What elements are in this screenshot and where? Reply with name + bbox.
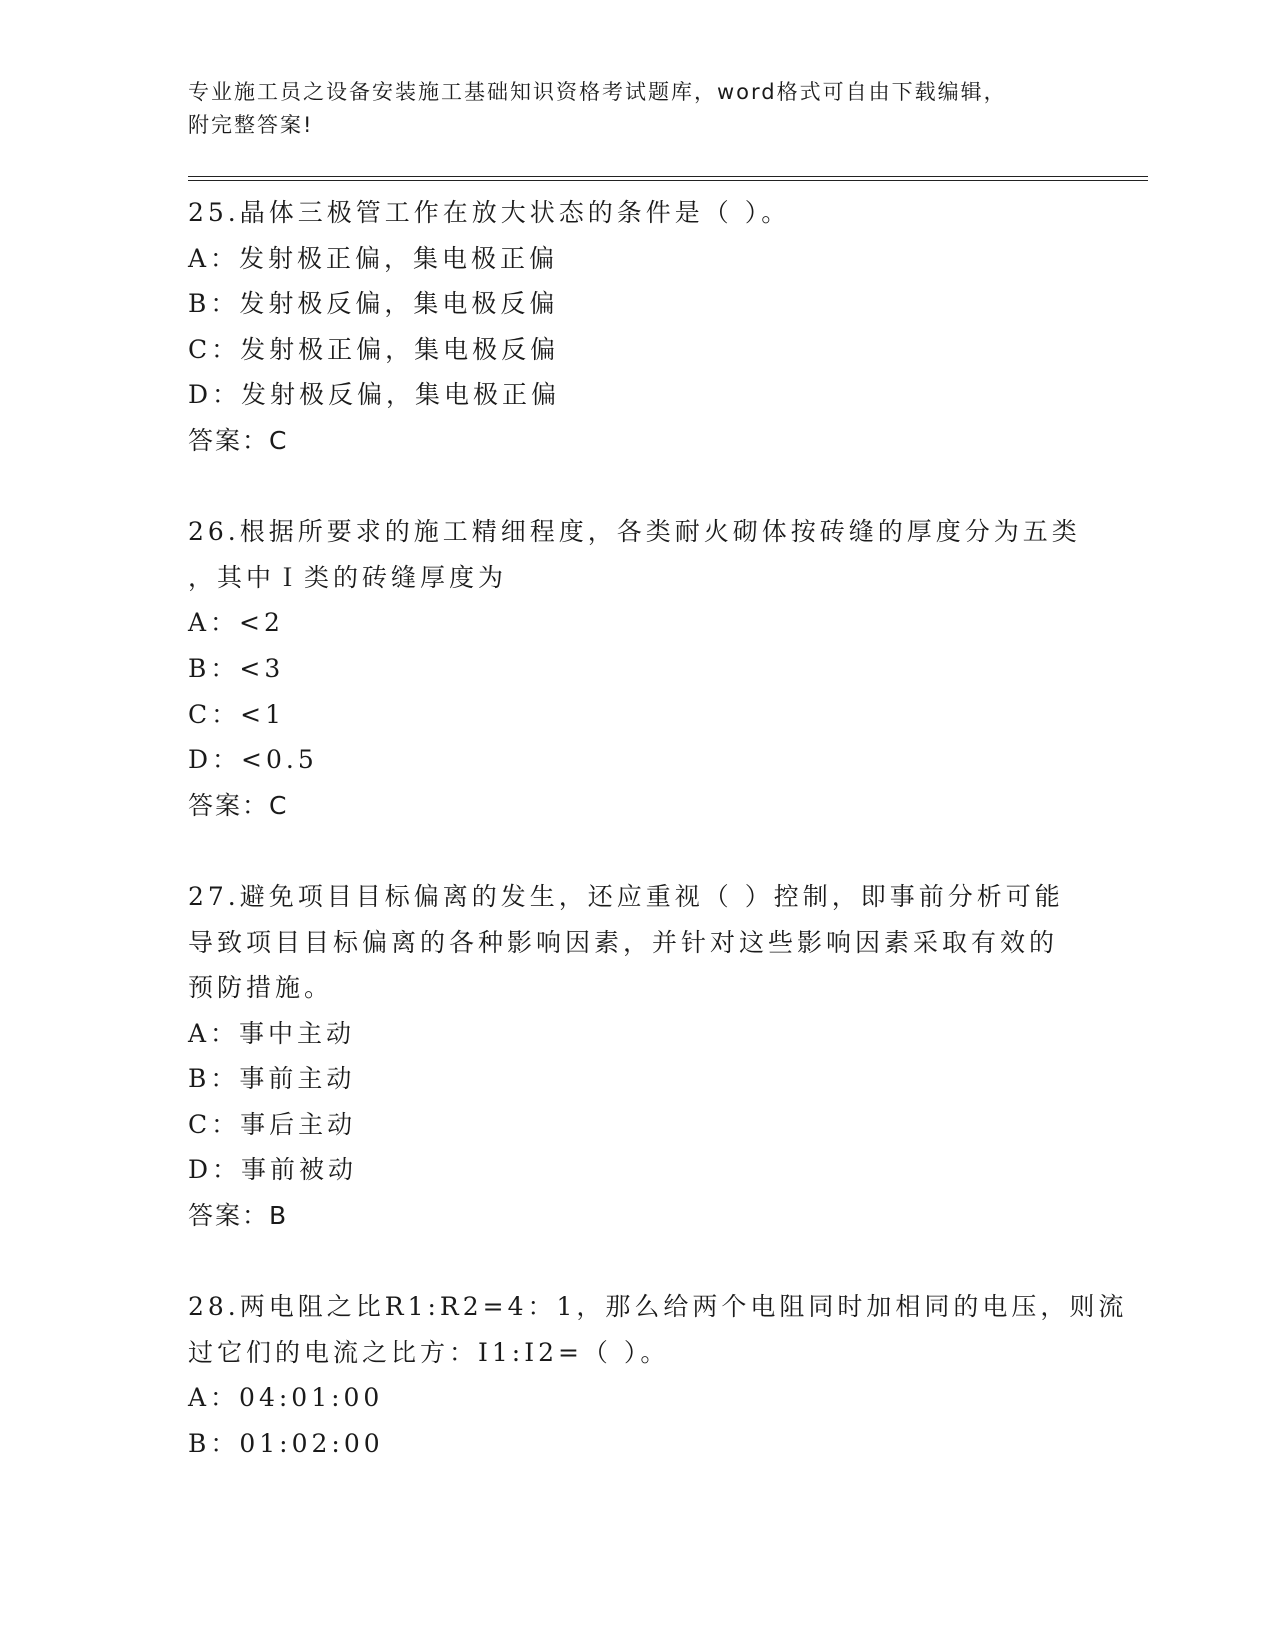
header-line-2: 附完整答案!: [188, 113, 314, 137]
question-27-stem-line-3: 预防措施。: [188, 973, 334, 1003]
question-26-stem-line-1: 26.根据所要求的施工精细程度，各类耐火砌体按砖缝的厚度分为五类: [188, 517, 1081, 547]
header-divider-top: [188, 176, 1148, 177]
question-26-option-b: B：<3: [188, 653, 285, 683]
question-list: [188, 190, 1128, 1467]
question-25-stem: 25.晶体三极管工作在放大状态的条件是（ ）。: [188, 198, 791, 227]
question-26-option-d: D：<0.5: [188, 745, 318, 775]
document-header: [188, 76, 1088, 142]
question-26-option-c: C：<1: [188, 699, 285, 729]
spacer: [188, 464, 1088, 510]
question-27-option-a: A：事中主动: [188, 1018, 356, 1048]
question-27-stem-line-1: 27.避免项目目标偏离的发生，还应重视（ ）控制，即事前分析可能: [188, 881, 1064, 911]
spacer: [188, 1239, 1088, 1285]
question-28-stem-line-2: 过它们的电流之比方：I1:I2=（ ）。: [188, 1337, 670, 1367]
spacer: [188, 828, 1088, 874]
question-28-stem-line-1: 28.两电阻之比R1:R2=4：1，那么给两个电阻同时加相同的电压，则流: [188, 1292, 1128, 1322]
question-26-stem-line-2: ，其中Ｉ类的砖缝厚度为: [188, 562, 508, 592]
question-25: [188, 190, 1088, 464]
question-27: [188, 874, 1088, 1239]
header-line-1: 专业施工员之设备安装施工基础知识资格考试题库，word格式可自由下载编辑，: [188, 80, 1007, 104]
question-28: [188, 1284, 1128, 1466]
question-28-option-b: B：01:02:00: [188, 1429, 384, 1459]
header-divider-bottom: [188, 180, 1148, 181]
question-25-option-c: C：发射极正偏，集电极反偏: [188, 334, 560, 364]
question-26-option-a: A：<2: [188, 608, 284, 638]
question-25-option-d: D：发射极反偏，集电极正偏: [188, 380, 561, 410]
question-27-stem-line-2: 导致项目目标偏离的各种影响因素，并针对这些影响因素采取有效的: [188, 927, 1059, 957]
question-28-option-a: A：04:01:00: [188, 1383, 384, 1413]
question-27-answer: 答案：B: [188, 1201, 289, 1231]
question-27-option-c: C：事后主动: [188, 1109, 357, 1139]
question-26-answer: 答案：C: [188, 790, 289, 820]
question-25-option-b: B：发射极反偏，集电极反偏: [188, 289, 559, 319]
question-27-option-b: B：事前主动: [188, 1064, 356, 1094]
question-27-option-d: D：事前被动: [188, 1155, 358, 1185]
question-26: [188, 509, 1088, 828]
question-25-option-a: A：发射极正偏，集电极正偏: [188, 243, 559, 273]
question-25-answer: 答案：C: [188, 425, 289, 455]
